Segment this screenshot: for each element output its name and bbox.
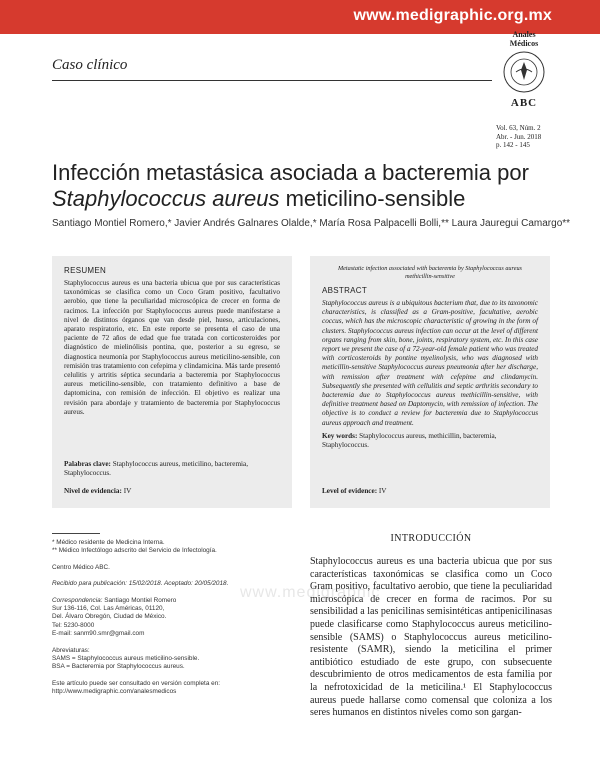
section-divider (52, 80, 492, 81)
evidence-es-value: IV (121, 487, 132, 495)
keywords-en-label: Key words: (322, 432, 358, 440)
abstract-en-body: Staphylococcus aureus is a ubiquitous bacterium that, due to its taxonomic characteristics, is classified as a Gram-positive, facultative, aerobic coccus, which has the microscopic characteristic of growing in the form of clusters. Staphylococcus aureus infection can occur at the level of different organs ranging from skin, bone, joints, respiratory system, etc. In this case report we present the case of a 72-year-old female patient who was treated with corticosteroids by pontine myelinolysis, who was diagnosed with meticillin-sensitive Staphylococcus aureus pneumonia after her discharge, with remission after treatment with cefepime and clindamycin. Subsequently she presented with cellulitis and septic arthritis secondary to bacteremia due to Staphylococcus aureus methicillin-sensitive, with definitive treatment based on Daptomycin, with remission of infection. The objective is to conduct a review for bacteremia due to Staphylococcus aureus approach and treatment. (322, 299, 538, 427)
abbreviation-2: BSA = Bacteremia por Staphylococcus aureus. (52, 663, 185, 671)
journal-logo (494, 30, 554, 109)
evidence-es (64, 487, 280, 496)
keywords-es (64, 460, 280, 478)
abstract-es-heading: RESUMEN (64, 266, 107, 275)
journal-name-line1: Anales (512, 30, 536, 39)
journal-name-line2: Médicos (509, 39, 539, 48)
keywords-es-value: Staphylococcus aureus, meticilino, bacteremia, Staphylococcus. (64, 460, 249, 478)
evidence-es-label: Nivel de evidencia: (64, 487, 122, 495)
abstract-en-box (310, 256, 550, 508)
address-line-1: Sur 136-116, Col. Las Américas, 01120, (52, 605, 165, 613)
affiliation-1: * Médico residente de Medicina Interna. (52, 539, 165, 546)
evidence-en (322, 487, 538, 496)
journal-seal-icon (502, 50, 546, 94)
article-title (52, 160, 552, 212)
address-line-2: Del. Álvaro Obregón, Ciudad de México. (52, 613, 167, 621)
keywords-en-value: Staphylococcus aureus, methicillin, bacteremia, Staphylococcus. (322, 432, 497, 450)
top-banner (0, 0, 600, 34)
keywords-en (322, 432, 538, 450)
correspondence-label: Correspondencia: (52, 596, 103, 604)
affiliation-2: ** Médico Infectólogo adscrito del Servicio de Infectología. (52, 547, 217, 555)
online-note: Este artículo puede ser consultado en versión completa en: (52, 679, 221, 687)
site-url[interactable]: www.medigraphic.org.mx (353, 7, 552, 24)
received-dates: Recibido para publicación: 15/02/2018. Aceptado: 20/05/2018. (52, 580, 229, 588)
title-italic: Staphylococcus aureus (52, 186, 280, 211)
title-rest: meticilino-sensible (279, 186, 466, 211)
journal-logo-abc: ABC (510, 97, 538, 109)
abstract-en-heading: ABSTRACT (322, 286, 368, 295)
abstract-es-body: Staphylococcus aureus es una bacteria ubicua que por sus características taxonómicas se clasifica como un Coco Gram positivo, facultativo aerobio, que tiene la peculiaridad microscópica de crecer en forma de racimos. La infección por Staphylococcus aureus puede manifestarse a nivel de distintos órganos que van desde piel, hueso, articulaciones, aparato respiratorio, etc. En este reporte se presenta el caso de una paciente de 72 años de edad que fue tratada con corticosteroides por diagnóstico de mielinólisis pontina, que, posterior a su egreso, se diagnostica neumonía por Staphylococcus aureus meticilino-sensible, con remisión tras tratamiento con cefepima y clindamicina. Más tarde presentó celulitis y artritis séptica secundaria a bacteremia por Staphylococcus aureus meticilino-sensible, con tratamiento definitivo a base de daptomicina, con remisión de infección. El objetivo es realizar una revisión para abordaje y tratamiento de bacteremia por Staphylococcus aureus. (64, 279, 280, 416)
correspondence-name: Santiago Montiel Romero (102, 596, 177, 604)
institution: Centro Médico ABC. (52, 563, 110, 571)
volume: Vol. 63, Núm. 2 (496, 124, 541, 132)
watermark: www.medigraphic (240, 584, 381, 601)
intro-heading: INTRODUCCIÓN (390, 533, 472, 544)
evidence-en-label: Level of evidence: (322, 487, 378, 495)
abstract-es-box (52, 256, 292, 508)
footnote-rule (52, 533, 100, 534)
page-range: p. 142 - 145 (496, 141, 530, 149)
abbreviation-1: SAMS = Staphylococcus aureus meticilino-sensible. (52, 655, 200, 663)
authors: Santiago Montiel Romero,* Javier Andrés Galnares Olalde,* María Rosa Palpacelli Bolli,** Laura Jauregui Camargo** (52, 218, 571, 229)
abbreviations-heading: Abreviaturas: (52, 646, 90, 654)
footnotes (52, 533, 282, 697)
abstract-en-title: Metastatic infection associated with bacteremia by Staphylococcus aureus methicillin-sensitive (338, 265, 522, 280)
evidence-en-value: IV (377, 487, 387, 495)
issue-date: Abr. - Jun. 2018 (496, 132, 542, 141)
telephone: Tel: 5230-8000 (52, 621, 95, 629)
title-line1: Infección metastásica asociada a bacteremia por (52, 160, 529, 185)
issue-info (496, 124, 541, 150)
keywords-es-label: Palabras clave: (64, 460, 111, 468)
email[interactable]: E-mail: sanm90.smr@gmail.com (52, 630, 145, 638)
intro-body: Staphylococcus aureus es una bacteria ubicua que por sus características taxonómicas se clasifica como un Coco Gram positivo, facultativo aerobio, que tiene la peculiaridad microscópica de crecer en forma de racimos. Por su sensibilidad a las penicilinas semisintéticas antipenicilinasas puede clasificarse como Staphylococcus aureus meticilino-sensible (SAMS) o Staphylococcus aureus meticilino-resistente (SAMR), siendo la meticilina el primer antibiótico estudiado de este grupo, con subsecuente descubrimiento de otros medicamentos de esta familia por la nefrotoxicidad de la meticilina.¹ El Staphylococcus aureus puede hallarse como comensal que coloniza a los seres humanos en distintos niveles como son gargan- (310, 556, 552, 719)
section-label: Caso clínico (52, 57, 128, 73)
online-link[interactable]: http://www.medigraphic.com/analesmedicos (52, 688, 177, 696)
